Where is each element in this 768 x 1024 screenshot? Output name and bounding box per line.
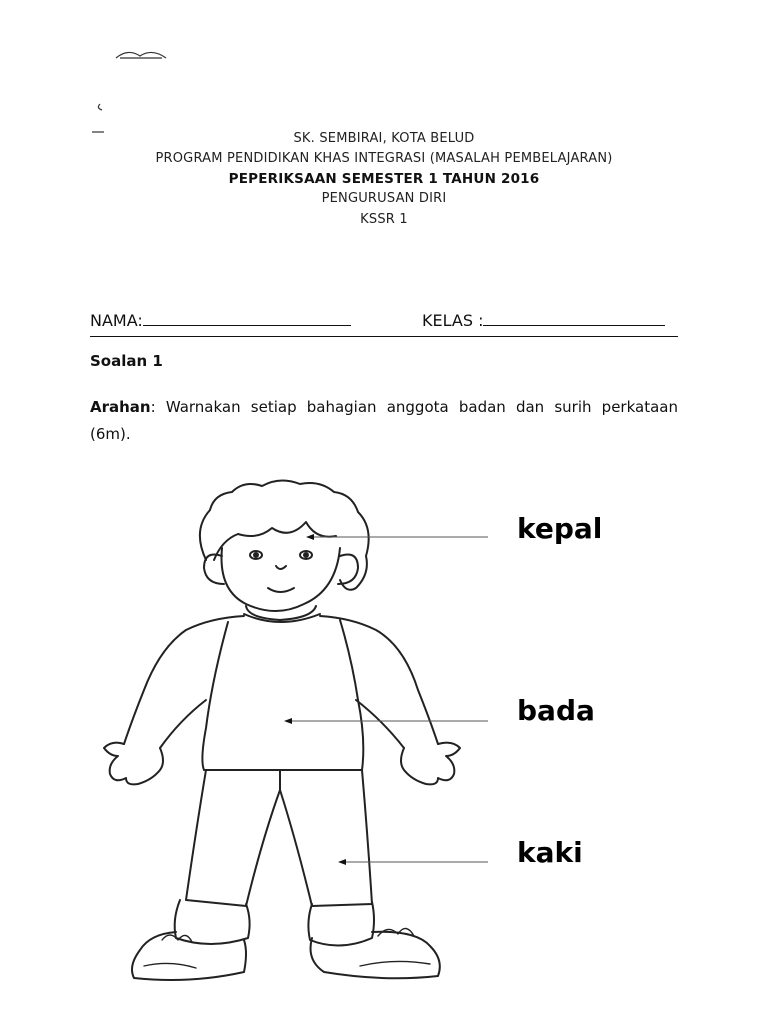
class-label: KELAS : bbox=[422, 311, 484, 330]
school-name: SK. SEMBIRAI, KOTA BELUD bbox=[293, 131, 475, 146]
arrowhead-head bbox=[306, 534, 314, 540]
instruction-text: : Warnakan setiap bahagian anggota badan dan surih perkataan (6m). bbox=[90, 398, 678, 443]
left-hand bbox=[104, 743, 163, 785]
level-name: KSSR 1 bbox=[360, 212, 408, 227]
exam-title: PEPERIKSAAN SEMESTER 1 TAHUN 2016 bbox=[228, 171, 540, 187]
arrowhead-legs bbox=[338, 859, 346, 865]
label-head: kepal bbox=[517, 512, 603, 545]
name-label: NAMA: bbox=[90, 311, 143, 330]
hair-outline bbox=[200, 480, 369, 589]
label-body: bada bbox=[517, 694, 595, 727]
left-shoe bbox=[132, 932, 246, 980]
label-legs: kaki bbox=[517, 836, 583, 869]
pants-outline bbox=[186, 770, 372, 906]
shirt-outline bbox=[124, 616, 244, 744]
right-shoe bbox=[311, 932, 440, 978]
question-title: Soalan 1 bbox=[90, 352, 163, 370]
instruction-label: Arahan bbox=[90, 398, 151, 416]
face-outline bbox=[222, 548, 341, 611]
right-hand bbox=[401, 743, 460, 785]
arrowhead-body bbox=[284, 718, 292, 724]
subject-name: PENGURUSAN DIRI bbox=[321, 191, 447, 206]
program-name: PROGRAM PENDIDIKAN KHAS INTEGRASI (MASALAH PEMBELAJARAN) bbox=[155, 151, 613, 166]
